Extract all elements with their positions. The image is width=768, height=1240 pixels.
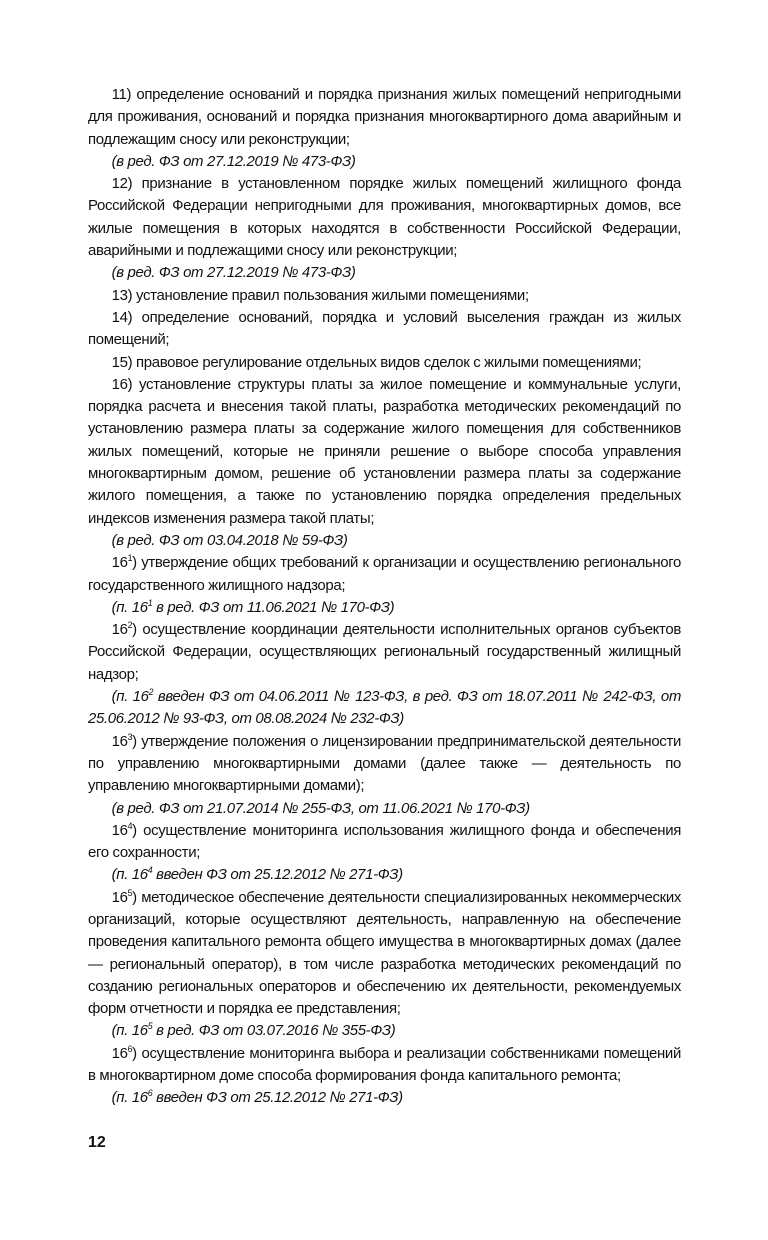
amendment-note (88, 1020, 681, 1042)
item-text: ) утверждение положения о лицензировании предпринимательской деятельности по управлению многоквартирными домами (далее также — деятельность по управлению многоквартирными домами); (88, 732, 681, 795)
article-item (88, 1043, 681, 1088)
item-text: (в ред. ФЗ от 21.07.2014 № 255-ФЗ, от 11.06.2021 № 170-ФЗ) (111, 799, 530, 817)
item-number: (п. 16 (111, 598, 148, 616)
item-number: 16 (111, 732, 128, 750)
item-number: (п. 16 (111, 688, 149, 706)
item-text: 11) определение оснований и порядка признания жилых помещений непригодными для проживания, оснований и порядка признания многоквартирного дома аварийным и подлежащим сносу или реконструкции; (88, 86, 681, 148)
item-text: ) осуществление мониторинга использования жилищного фонда и обеспечения его сохранности; (88, 821, 681, 862)
amendment-note (88, 864, 681, 886)
item-text: (в ред. ФЗ от 03.04.2018 № 59-ФЗ) (111, 531, 348, 549)
article-item (88, 887, 681, 1021)
article-item (88, 820, 681, 865)
item-text: введен ФЗ от 04.06.2011 № 123-ФЗ, в ред. ФЗ от 18.07.2011 № 242-ФЗ, от 25.06.2012 № 93-ФЗ, от 08.08.2024 № 232-ФЗ) (88, 688, 681, 728)
item-text: в ред. ФЗ от 11.06.2021 № 170-ФЗ) (152, 598, 395, 616)
amendment-note (88, 686, 681, 731)
page-number: 12 (88, 1134, 106, 1151)
superscript-index: 5 (127, 887, 133, 898)
article-item (88, 374, 681, 530)
item-text: 15) правовое регулирование отдельных видов сделок с жилыми помещениями; (111, 353, 642, 371)
amendment-note (88, 262, 681, 284)
item-number: 16 (111, 621, 128, 639)
article-item (88, 307, 681, 352)
amendment-note (88, 798, 681, 820)
superscript-index: 6 (127, 1043, 133, 1054)
item-text: 13) установление правил пользования жилыми помещениями; (111, 286, 529, 304)
superscript-index: 1 (147, 597, 153, 608)
article-item (88, 173, 681, 262)
item-text: 12) признание в установленном порядке жилых помещений жилищного фонда Российской Федерации непригодными для проживания, многоквартирных домов, все жилые помещения в которых находятся в собственности Российской Федерации, аварийными и подлежащими сносу или реконструкции; (88, 175, 681, 260)
article-item (88, 731, 681, 798)
item-text: (в ред. ФЗ от 27.12.2019 № 473-ФЗ) (111, 152, 356, 170)
article-item (88, 84, 681, 151)
item-text: ) утверждение общих требований к организации и осуществлению регионального государственного жилищного надзора; (88, 554, 681, 594)
article-item (88, 352, 681, 374)
superscript-index: 6 (147, 1088, 153, 1099)
item-number: 16 (111, 1044, 128, 1062)
item-number: (п. 16 (111, 866, 148, 884)
document-body (88, 84, 681, 1110)
item-text: ) осуществление координации деятельности исполнительных органов субъектов Российской Федерации, осуществляющих региональный государственный жилищный надзор; (88, 621, 681, 683)
item-text: 16) установление структуры платы за жилое помещение и коммунальные услуги, порядка расчета и внесения такой платы, разработка методических рекомендаций по установлению размера платы за содержание жилого помещения для собственников жилых помещений, которые не приняли решение о выборе способа управления многоквартирным домом, решение об установлении размера платы за содержание жилого помещения, а также по установлению порядка определения предельных индексов изменения размера такой платы; (88, 375, 681, 527)
item-text: ) осуществление мониторинга выбора и реализации собственниками помещений в многоквартирном доме способа формирования фонда капитального ремонта; (88, 1044, 681, 1085)
item-text: в ред. ФЗ от 03.07.2016 № 355-ФЗ) (152, 1022, 396, 1040)
amendment-note (88, 1087, 681, 1109)
item-text: введен ФЗ от 25.12.2012 № 271-ФЗ) (152, 866, 403, 884)
item-number: 16 (111, 554, 128, 572)
item-number: 16 (111, 888, 128, 906)
amendment-note (88, 597, 681, 619)
superscript-index: 1 (127, 553, 133, 564)
item-text: введен ФЗ от 25.12.2012 № 271-ФЗ) (152, 1089, 403, 1107)
superscript-index: 5 (147, 1021, 153, 1032)
superscript-index: 2 (148, 687, 154, 698)
amendment-note (88, 530, 681, 552)
superscript-index: 3 (127, 731, 133, 742)
article-item (88, 285, 681, 307)
article-item (88, 619, 681, 686)
item-text: (в ред. ФЗ от 27.12.2019 № 473-ФЗ) (111, 264, 356, 282)
superscript-index: 4 (147, 865, 153, 876)
article-item (88, 552, 681, 597)
item-number: (п. 16 (111, 1022, 148, 1040)
item-number: 16 (111, 821, 128, 839)
superscript-index: 2 (127, 620, 133, 631)
amendment-note (88, 151, 681, 173)
superscript-index: 4 (127, 820, 133, 831)
item-number: (п. 16 (111, 1089, 148, 1107)
item-text: 14) определение оснований, порядка и условий выселения граждан из жилых помещений; (88, 308, 681, 349)
item-text: ) методическое обеспечение деятельности специализированных некоммерческих организаций, которые осуществляют деятельность, направленную на обеспечение проведения капитального ремонта общего имущества в многоквартирных домах (далее — региональный оператор), в том числе разработка методических рекомендаций по созданию региональных операторов и обеспечению их деятельности, рекомендуемых форм отчетности и порядка ее представления; (88, 888, 681, 1018)
